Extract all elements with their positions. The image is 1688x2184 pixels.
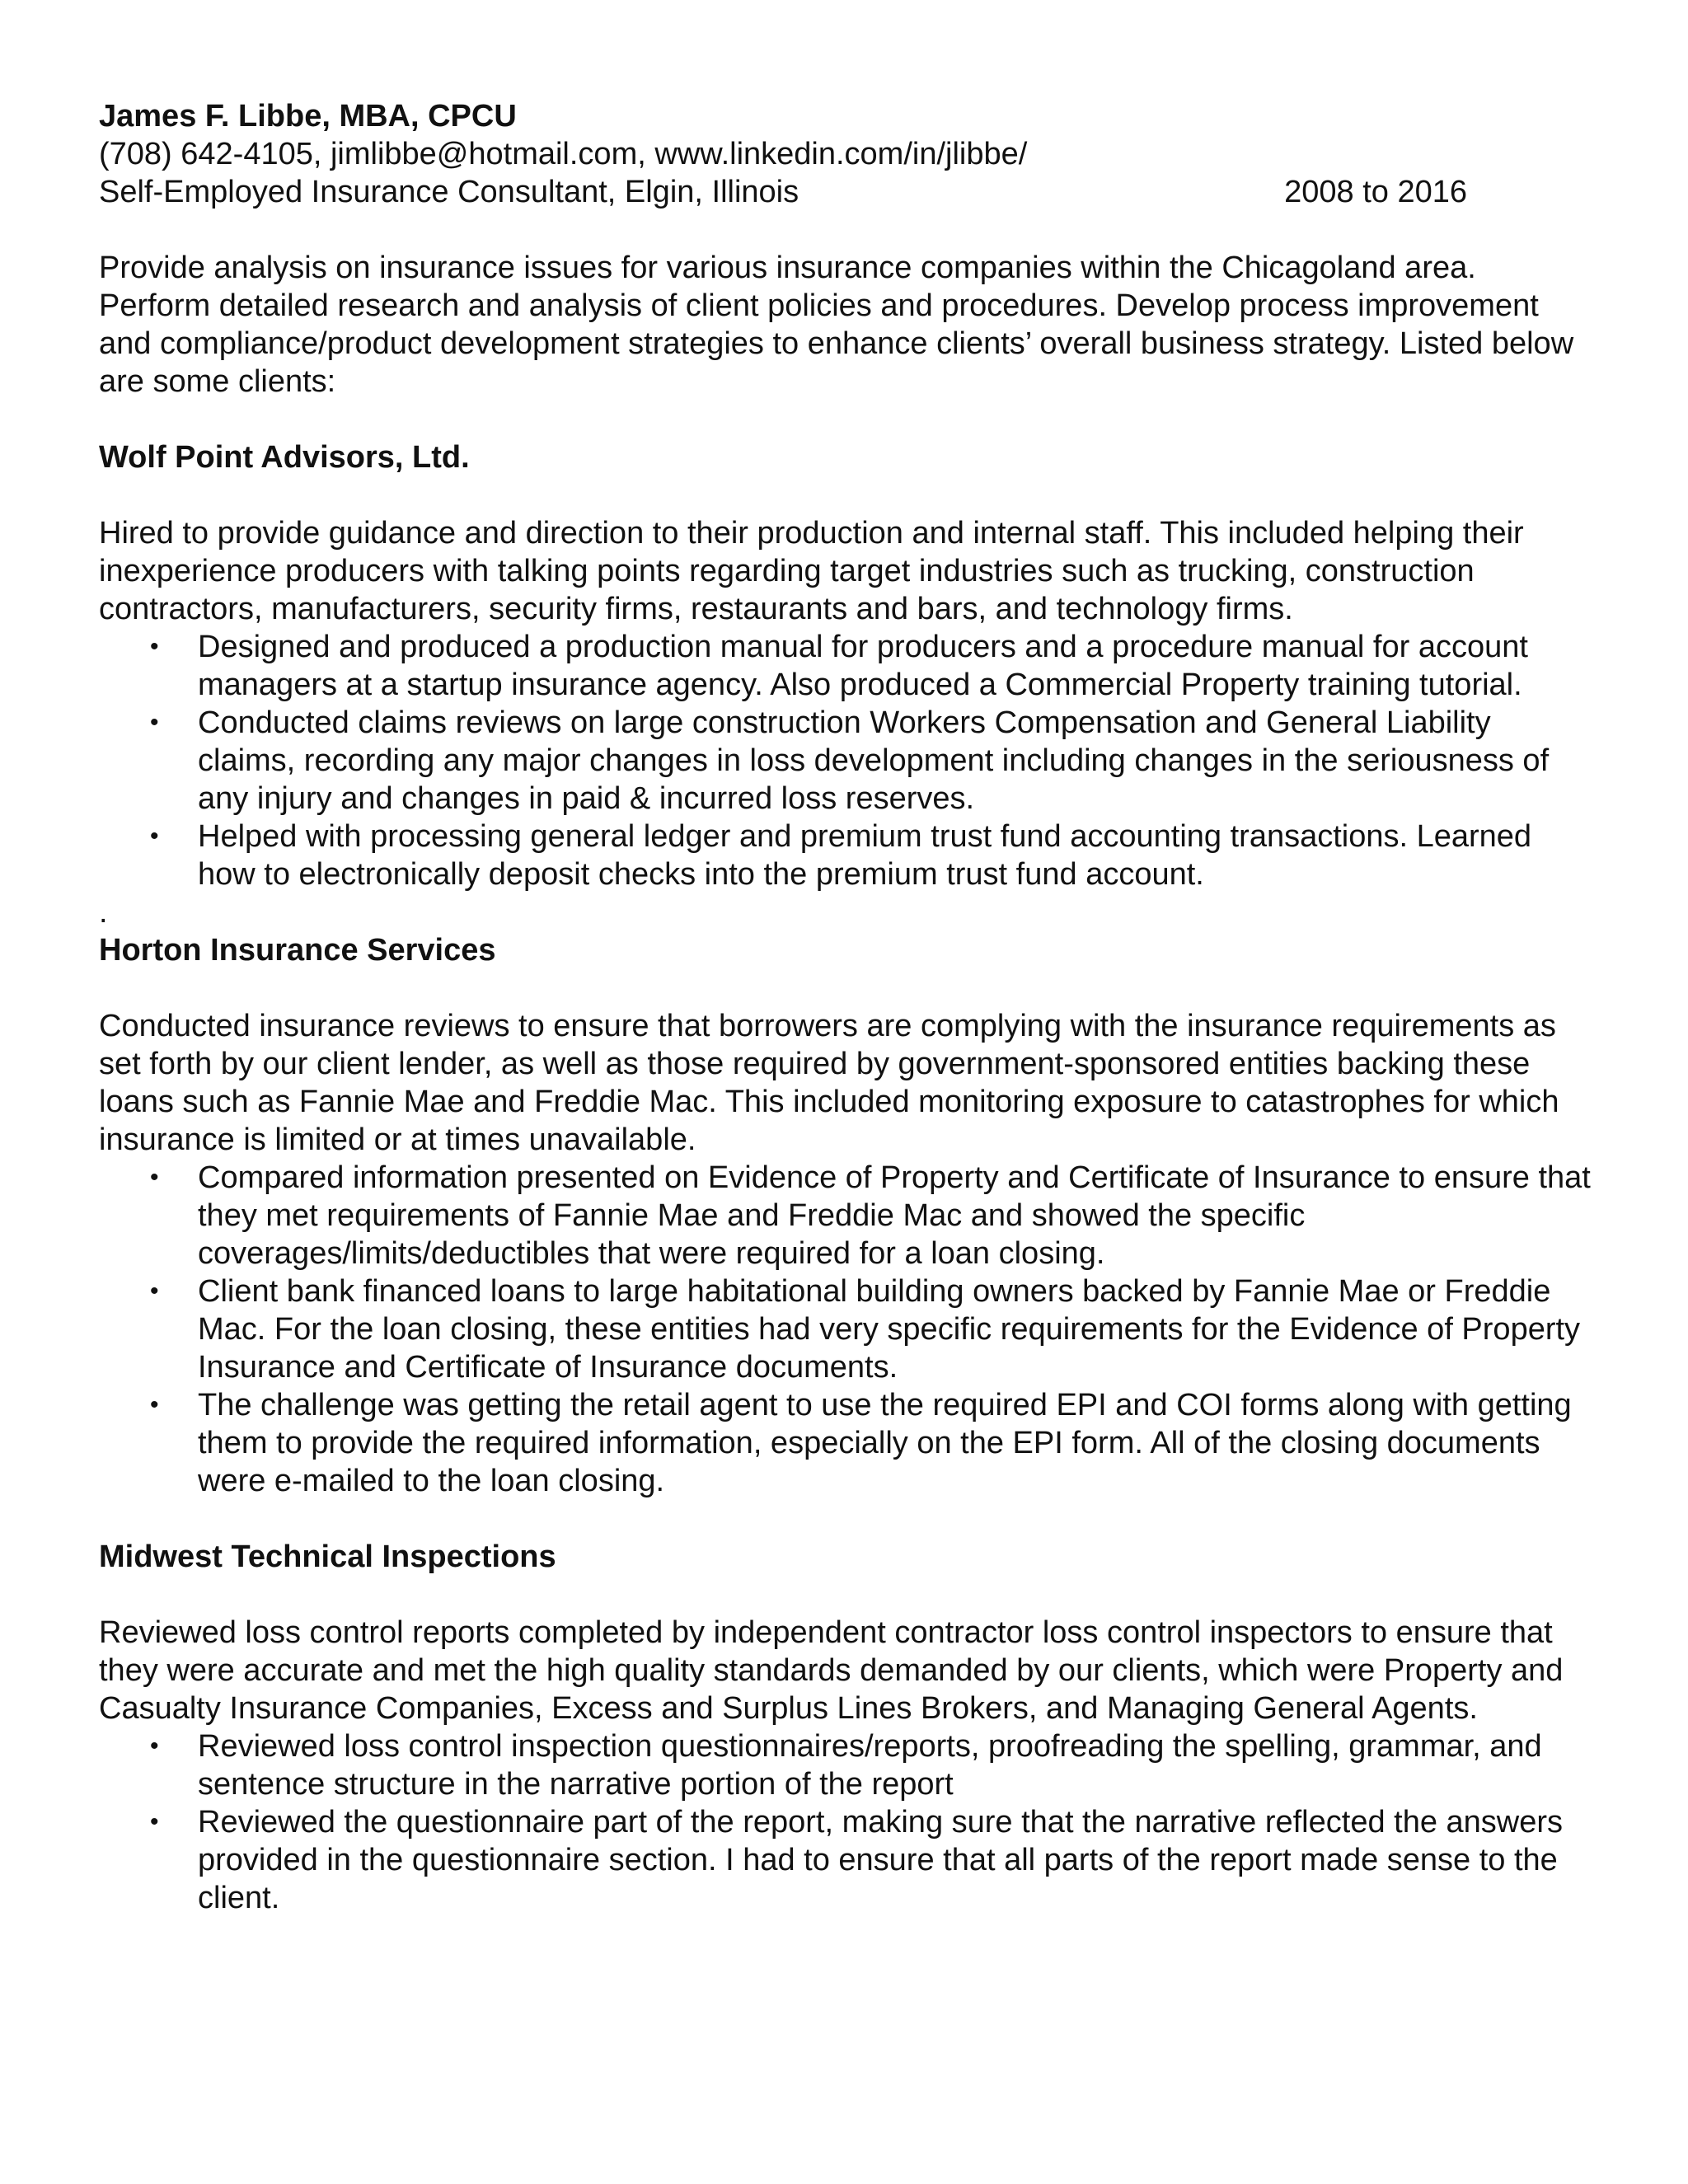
list-item-text: Reviewed loss control inspection questionnaires/reports, proofreading the spelling, grammar, and sentence structure in the narrative portion of the report [198,1729,1542,1802]
client-heading: Horton Insurance Services [99,933,496,968]
bullet-icon: • [150,1732,159,1760]
list-item-text: Conducted claims reviews on large construction Workers Compensation and General Liability claims, recording any major changes in loss development including changes in the seriousness of any injury and changes in paid & incurred loss reserves. [198,705,1550,816]
position-line [99,173,1467,211]
client-description: Reviewed loss control reports completed by independent contractor loss control inspectors to ensure that they were accurate and met the high quality standards demanded by our clients, which were Property and Casualty Insurance Companies, Excess and Surplus Lines Brokers, and Managing General Agents. [99,1615,1564,1726]
list-item [99,1727,1591,1803]
list-item-text: The challenge was getting the retail agent to use the required EPI and COI forms along with getting them to provide the required information, especially on the EPI form. All of the closing documents were e-mailed to the loan closing. [198,1388,1572,1498]
bullet-icon: • [150,1391,159,1418]
summary-paragraph: Provide analysis on insurance issues for various insurance companies within the Chicagoland area. Perform detailed research and analysis of client policies and procedures. Develop process improvement and compliance/product development strategies to enhance clients’ overall business strategy. Listed below are some clients: [99,251,1574,399]
client-bullet-list [99,1159,1591,1500]
client-heading: Midwest Technical Inspections [99,1540,556,1574]
list-item-text: Compared information presented on Evidence of Property and Certificate of Insurance to ensure that they met requirements of Fannie Mae and Freddie Mac and showed the specific coverages/limits/deductibles that were required for a loan closing. [198,1160,1591,1271]
bullet-icon: • [150,1277,159,1305]
list-item [99,1803,1591,1917]
list-item [99,704,1591,818]
list-item [99,628,1591,704]
resume-page [99,97,1591,1917]
stray-period: . [99,895,108,930]
list-item [99,1386,1591,1500]
client-bullet-list [99,628,1591,893]
client-description: Hired to provide guidance and direction to their production and internal staff. This included helping their inexperience producers with talking points regarding target industries such as trucking, construction contractors, manufacturers, security firms, restaurants and bars, and technology firms. [99,516,1524,626]
list-item [99,1272,1591,1386]
resume-name: James F. Libbe, MBA, CPCU [99,99,517,134]
list-item-text: Client bank financed loans to large habitational building owners backed by Fannie Mae or Freddie Mac. For the loan closing, these entities had very specific requirements for the Evidence of Property Insurance and Certificate of Insurance documents. [198,1274,1581,1385]
position-dates: 2008 to 2016 [1284,175,1467,209]
list-item [99,818,1591,893]
client-heading: Wolf Point Advisors, Ltd. [99,440,470,475]
list-item [99,1159,1591,1272]
position-title: Self-Employed Insurance Consultant, Elgin, Illinois [99,175,799,209]
list-item-text: Reviewed the questionnaire part of the report, making sure that the narrative reflected the answers provided in the questionnaire section. I had to ensure that all parts of the report made sense to the client. [198,1805,1564,1915]
list-item-text: Designed and produced a production manual for producers and a procedure manual for account managers at a startup insurance agency. Also produced a Commercial Property training tutorial. [198,630,1528,702]
bullet-icon: • [150,633,159,660]
client-bullet-list [99,1727,1591,1917]
bullet-icon: • [150,709,159,736]
contact-line: (708) 642-4105, jimlibbe@hotmail.com, www.linkedin.com/in/jlibbe/ [99,137,1028,171]
list-item-text: Helped with processing general ledger and premium trust fund accounting transactions. Learned how to electronically deposit checks into the premium trust fund account. [198,819,1532,892]
bullet-icon: • [150,823,159,850]
bullet-icon: • [150,1808,159,1835]
bullet-icon: • [150,1164,159,1191]
client-description: Conducted insurance reviews to ensure that borrowers are complying with the insurance requirements as set forth by our client lender, as well as those required by government-sponsored entities backing these loans such as Fannie Mae and Freddie Mac. This included monitoring exposure to catastrophes for which insurance is limited or at times unavailable. [99,1009,1559,1157]
